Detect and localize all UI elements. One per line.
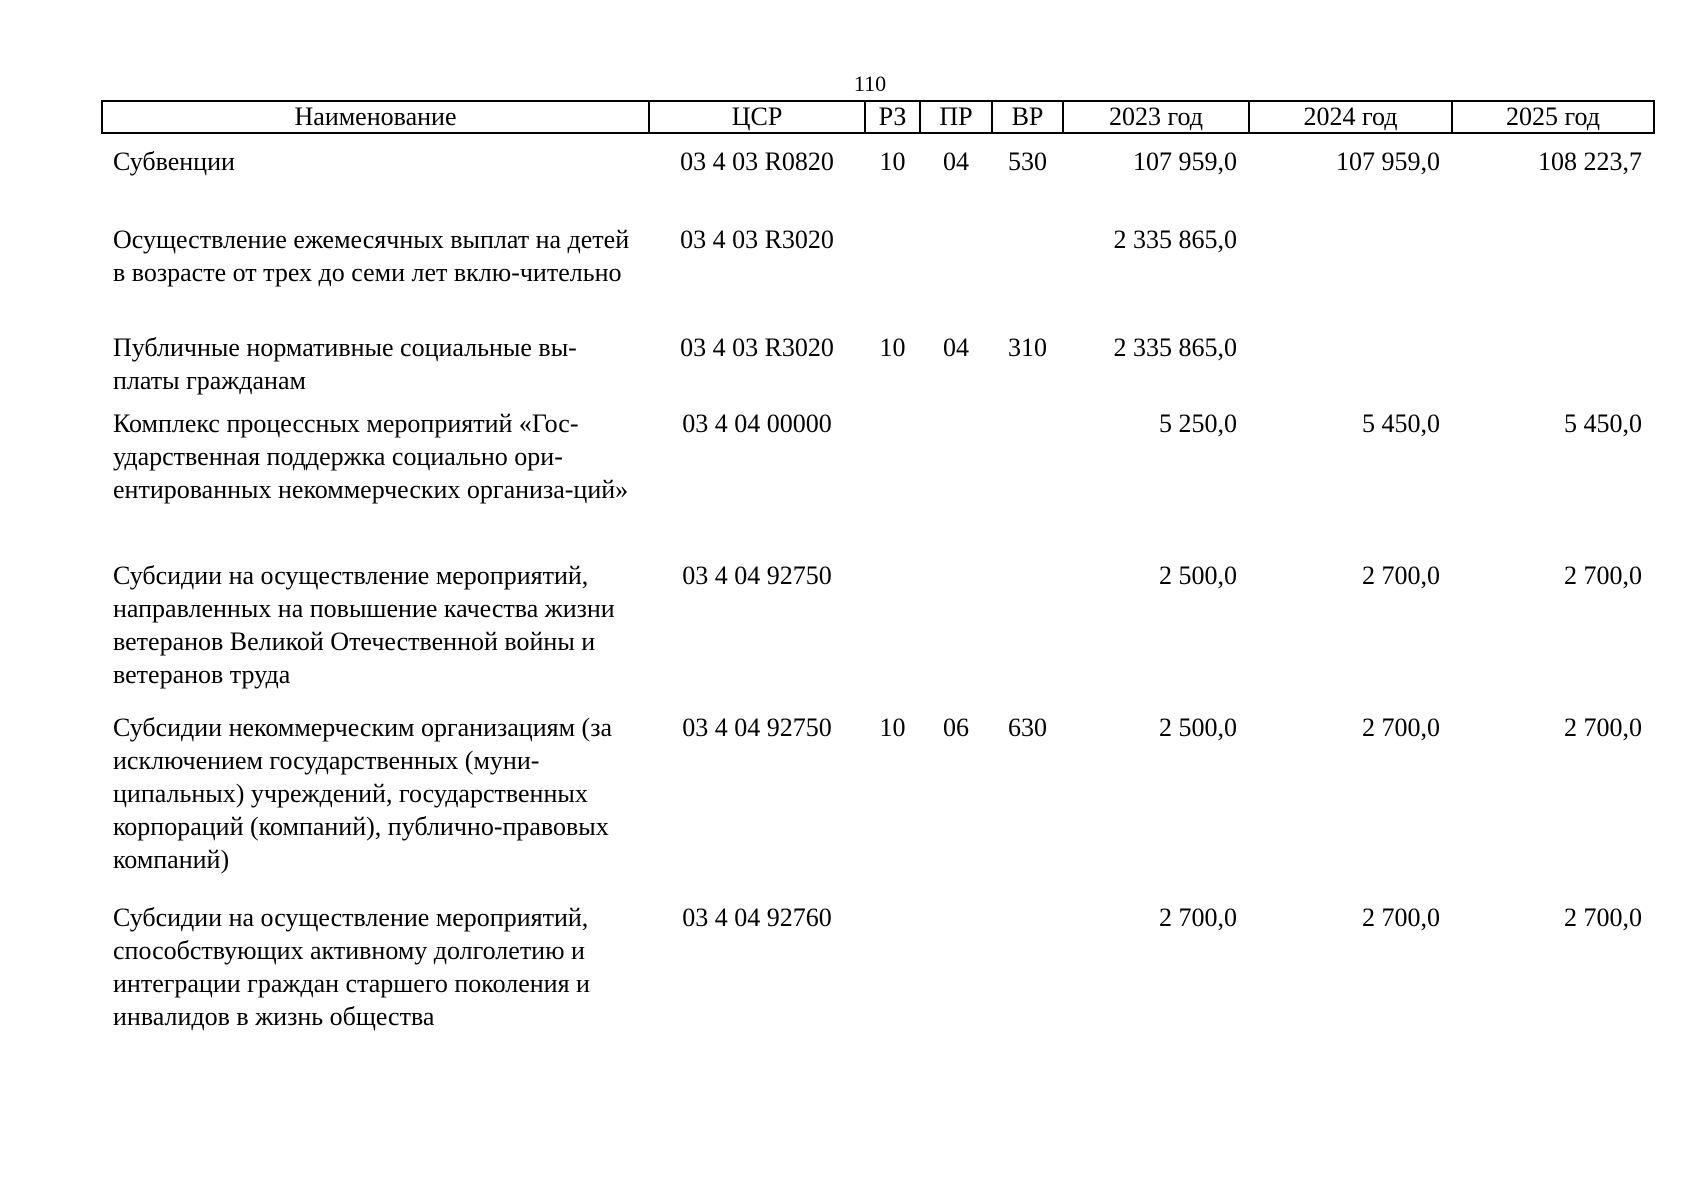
cell-2025: 5 450,0 xyxy=(1564,409,1642,438)
cell-csr: 03 4 04 92750 xyxy=(682,713,832,742)
cell-vr: 310 xyxy=(1008,333,1047,362)
cell-2025: 2 700,0 xyxy=(1564,903,1642,932)
table-row xyxy=(102,223,1654,331)
cell-pr: 04 xyxy=(943,147,969,176)
cell-pr: 04 xyxy=(943,333,969,362)
cell-name: Субсидии на осуществление мероприятий, направленных на повышение качества жизни ветеранов Великой Отечественной войны и ветеранов труда xyxy=(113,561,615,689)
header-2023: 2023 год xyxy=(1063,101,1249,133)
cell-name: Субвенции xyxy=(113,147,235,176)
cell-2024: 107 959,0 xyxy=(1336,147,1440,176)
cell-2024 xyxy=(1249,223,1452,331)
table-row xyxy=(102,331,1654,407)
table-row xyxy=(102,407,1654,559)
cell-2024: 2 700,0 xyxy=(1362,561,1440,590)
cell-pr xyxy=(920,559,992,711)
cell-2023: 5 250,0 xyxy=(1159,409,1237,438)
cell-vr xyxy=(992,223,1063,331)
cell-name: Субсидии на осуществление мероприятий, способствующих активному долголетию и интеграции граждан старшего поколения и инвалидов в жизнь общества xyxy=(113,903,590,1031)
cell-2025 xyxy=(1452,223,1654,331)
cell-csr: 03 4 03 R3020 xyxy=(680,333,834,362)
header-pr: ПР xyxy=(920,101,992,133)
cell-vr xyxy=(992,901,1063,1041)
cell-2023: 2 335 865,0 xyxy=(1113,225,1237,254)
cell-2023: 2 700,0 xyxy=(1159,903,1237,932)
cell-2025: 108 223,7 xyxy=(1538,147,1642,176)
cell-pr xyxy=(920,407,992,559)
cell-rz: 10 xyxy=(879,147,906,176)
cell-2023: 2 500,0 xyxy=(1159,713,1237,742)
header-csr: ЦСР xyxy=(649,101,865,133)
table-row xyxy=(102,559,1654,711)
header-rz: РЗ xyxy=(865,101,920,133)
cell-pr: 06 xyxy=(943,713,969,742)
budget-table xyxy=(101,100,1655,1041)
cell-vr xyxy=(992,559,1063,711)
cell-2024: 5 450,0 xyxy=(1362,409,1440,438)
header-name: Наименование xyxy=(102,101,649,133)
table-header-row xyxy=(102,101,1654,133)
cell-rz: 10 xyxy=(879,333,906,362)
table-row xyxy=(102,711,1654,901)
cell-name: Субсидии некоммерческим организациям (за исключением государственных (муни-ципальных) учреждений, государственных корпораций (компаний), публично-правовых компаний) xyxy=(113,713,613,874)
header-2024: 2024 год xyxy=(1249,101,1452,133)
table-row xyxy=(102,145,1654,211)
header-vr: ВР xyxy=(992,101,1063,133)
cell-rz xyxy=(865,901,920,1041)
budget-table-container xyxy=(101,100,1653,1041)
cell-rz xyxy=(865,223,920,331)
cell-rz: 10 xyxy=(879,713,906,742)
cell-name: Комплекс процессных мероприятий «Гос-ударственная поддержка социально ори-ентированных некоммерческих организа-ций» xyxy=(113,409,629,504)
cell-2023: 2 500,0 xyxy=(1159,561,1237,590)
cell-csr: 03 4 04 92750 xyxy=(682,561,832,590)
cell-csr: 03 4 03 R3020 xyxy=(680,225,834,254)
header-2025: 2025 год xyxy=(1452,101,1654,133)
cell-2025: 2 700,0 xyxy=(1564,713,1642,742)
cell-name: Публичные нормативные социальные вы-платы гражданам xyxy=(113,333,577,395)
cell-2024: 2 700,0 xyxy=(1362,903,1440,932)
page-number: 110 xyxy=(853,71,887,96)
cell-2024 xyxy=(1249,331,1452,407)
cell-vr: 530 xyxy=(1008,147,1047,176)
cell-pr xyxy=(920,901,992,1041)
cell-name: Осуществление ежемесячных выплат на детей в возрасте от трех до семи лет вклю-чительно xyxy=(113,225,630,287)
cell-2023: 2 335 865,0 xyxy=(1113,333,1237,362)
cell-csr: 03 4 04 00000 xyxy=(682,409,832,438)
cell-csr: 03 4 03 R0820 xyxy=(680,147,834,176)
table-row xyxy=(102,901,1654,1041)
cell-rz xyxy=(865,407,920,559)
cell-2024: 2 700,0 xyxy=(1362,713,1440,742)
cell-vr: 630 xyxy=(1008,713,1047,742)
cell-pr xyxy=(920,223,992,331)
cell-vr xyxy=(992,407,1063,559)
cell-rz xyxy=(865,559,920,711)
cell-2025 xyxy=(1452,331,1654,407)
cell-2023: 107 959,0 xyxy=(1133,147,1237,176)
cell-csr: 03 4 04 92760 xyxy=(682,903,832,932)
cell-2025: 2 700,0 xyxy=(1564,561,1642,590)
